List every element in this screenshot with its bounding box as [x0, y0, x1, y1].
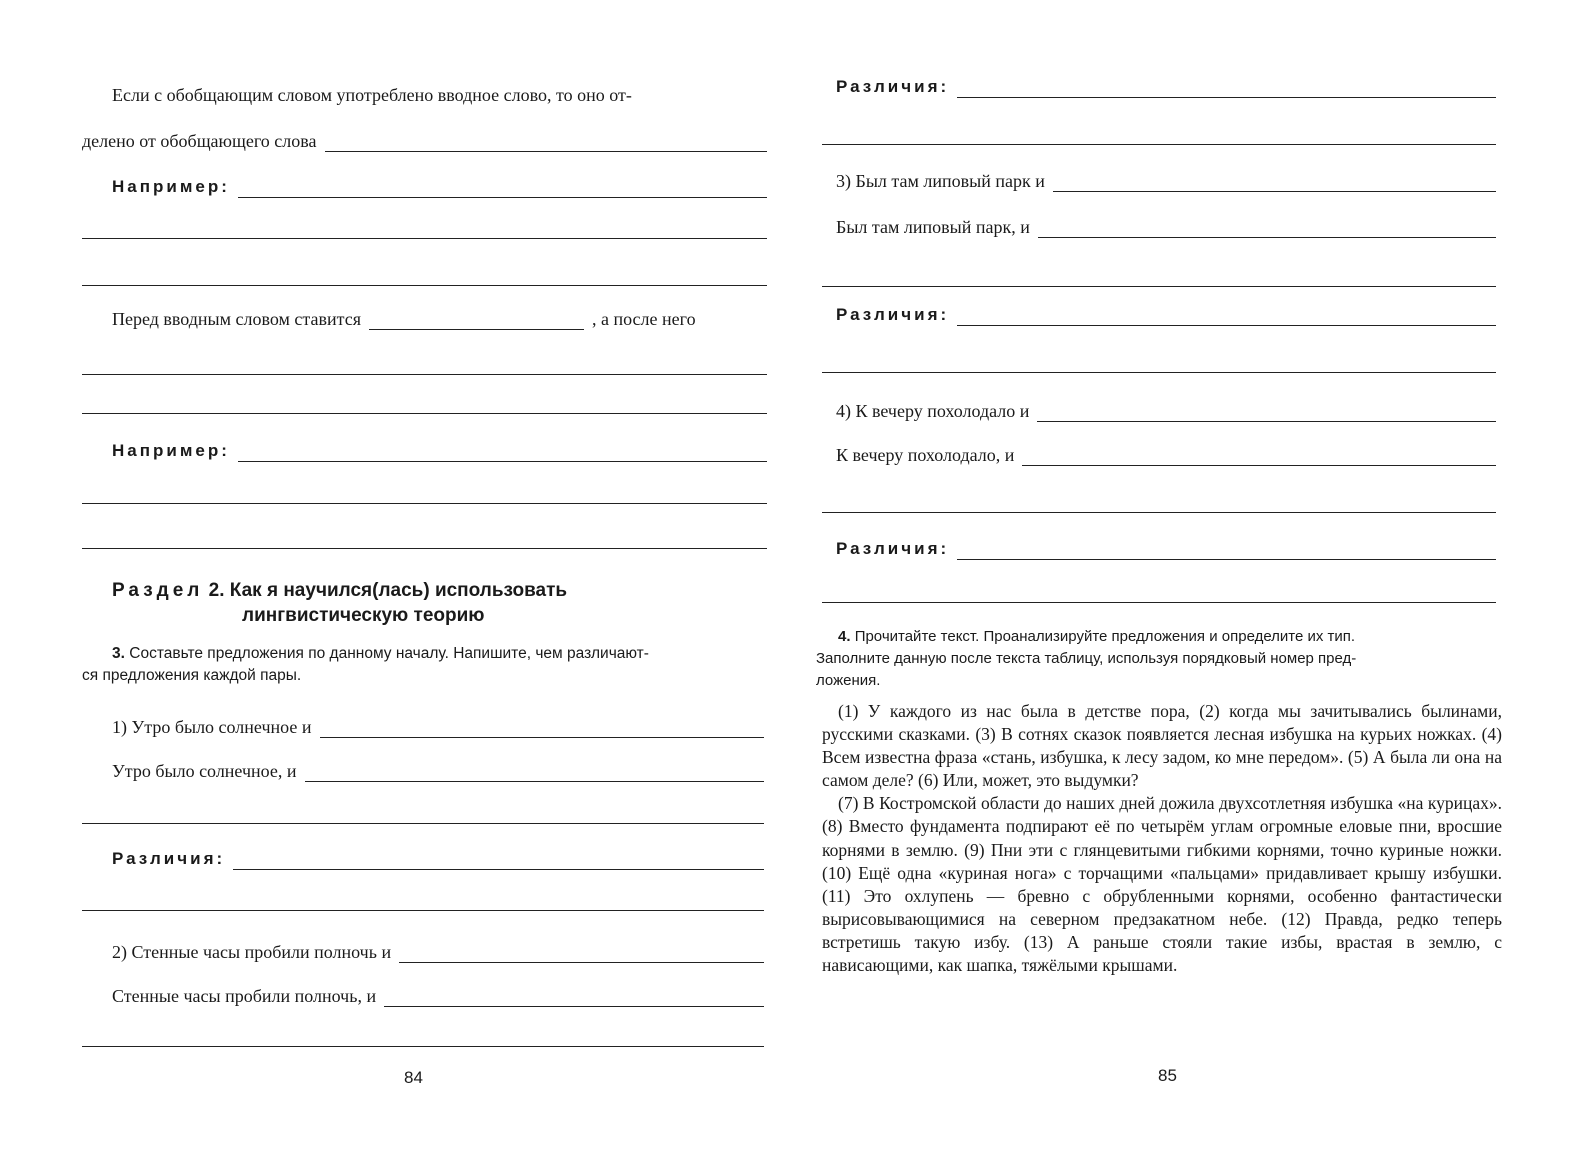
task-4-text-1: Прочитайте текст. Проанализируйте предложения и определите их тип.	[854, 628, 1356, 645]
right-page	[792, 0, 1584, 1166]
answer-line[interactable]	[82, 503, 767, 504]
difference-row-4	[836, 538, 1496, 560]
difference-row-1	[112, 848, 764, 870]
task-3-number: 3.	[112, 645, 125, 662]
pair2-a-row	[112, 941, 764, 963]
answer-line[interactable]	[822, 144, 1496, 145]
task-3	[82, 643, 772, 687]
answer-blank[interactable]	[1037, 405, 1496, 422]
answer-line[interactable]	[822, 512, 1496, 513]
difference-label: Различия:	[836, 305, 950, 324]
before-intro-row	[112, 308, 767, 330]
example-row-2	[112, 440, 767, 462]
answer-blank[interactable]	[233, 853, 764, 870]
answer-line[interactable]	[82, 413, 767, 414]
pair4-a-text: 4) К вечеру похолодало и	[836, 401, 1030, 421]
answer-blank[interactable]	[369, 313, 584, 330]
pair1-a-text: 1) Утро было солнечное и	[112, 717, 312, 737]
answer-blank[interactable]	[325, 135, 767, 152]
example-row-1	[112, 176, 767, 198]
before-intro-text: Перед вводным словом ставится	[112, 309, 361, 329]
task-4-text-2: Заполните данную после текста таблицу, используя порядковый номер пред-	[816, 650, 1357, 667]
section-title-line2: лингвистическую теорию	[242, 605, 485, 626]
difference-row-top	[836, 76, 1496, 98]
section-heading	[112, 578, 567, 628]
reading-paragraph-2: (7) В Костромской области до наших дней дожила двухсотлетняя избушка «на курицах». (8) Вместо фундамента подпирают её по четырём углам огромные еловые пни, вросшие корнями в землю. (9) Пни эти с глянцевитыми гибкими корнями, точно куриные ножки. (10) Ещё одна «куриная нога» с торчащими «пальцами» придавливает крышу избушки. (11) Это охлупень — бревно с обрубленными корнями, особенно фантастически вырисовывающимися на северном предзакатном небе. (12) Правда, редко теперь встретишь такую избу. (13) А раньше стояли такие избы, врастая в землю, с нависающими, как шапка, тяжёлыми крышами.	[822, 793, 1502, 976]
pair4-b-text: К вечеру похолодало, и	[836, 445, 1015, 465]
answer-blank[interactable]	[305, 765, 765, 782]
reading-text	[822, 700, 1502, 977]
difference-row-3	[836, 304, 1496, 326]
pair4-a-row	[836, 400, 1496, 422]
pair1-b-row	[112, 760, 764, 782]
task-3-text-1: Составьте предложения по данному началу. Напишите, чем различают-	[129, 645, 649, 662]
answer-blank[interactable]	[1022, 449, 1496, 466]
answer-line[interactable]	[82, 823, 764, 824]
difference-label: Различия:	[836, 77, 950, 96]
pair3-b-row	[836, 216, 1496, 238]
page-number-left: 84	[404, 1068, 423, 1087]
answer-line[interactable]	[82, 910, 764, 911]
example-label: Например:	[112, 441, 230, 460]
pair3-a-text: 3) Был там липовый парк и	[836, 171, 1045, 191]
difference-label: Различия:	[836, 539, 950, 558]
answer-line[interactable]	[822, 286, 1496, 287]
pair1-b-text: Утро было солнечное, и	[112, 761, 297, 781]
answer-line[interactable]	[82, 238, 767, 239]
pair4-b-row	[836, 444, 1496, 466]
reading-paragraph-1: (1) У каждого из нас была в детстве пора, (2) когда мы зачитывались былинами, русскими сказками. (3) В сотнях сказок появляется лесная избушка на курьих ножках. (4) Всем известна фраза «стань, избушка, к лесу задом, ко мне передом». (5) А была ли она на самом деле? (6) Или, может, это выдумки?	[822, 701, 1502, 791]
rule-line-1	[112, 84, 767, 106]
answer-blank[interactable]	[238, 445, 767, 462]
difference-label: Различия:	[112, 849, 226, 868]
task-3-text-2: ся предложения каждой пары.	[82, 667, 302, 684]
answer-blank[interactable]	[1038, 221, 1496, 238]
pair2-b-text: Стенные часы пробили полночь, и	[112, 986, 377, 1006]
task-4-text-3: ложения.	[816, 672, 881, 689]
answer-line[interactable]	[82, 548, 767, 549]
answer-blank[interactable]	[399, 946, 764, 963]
section-title-line1: 2. Как я научился(лась) использовать	[208, 580, 568, 601]
answer-line[interactable]	[82, 374, 767, 375]
answer-blank[interactable]	[957, 543, 1496, 560]
answer-blank[interactable]	[238, 181, 767, 198]
example-label: Например:	[112, 177, 230, 196]
answer-blank[interactable]	[957, 309, 1496, 326]
pair1-a-row	[112, 716, 764, 738]
answer-blank[interactable]	[320, 721, 765, 738]
pair2-b-row	[112, 985, 764, 1007]
section-word: Раздел	[112, 580, 204, 601]
pair3-a-row	[836, 170, 1496, 192]
answer-line[interactable]	[822, 372, 1496, 373]
pair3-b-text: Был там липовый парк, и	[836, 217, 1030, 237]
answer-line[interactable]	[82, 1046, 764, 1047]
answer-line[interactable]	[82, 285, 767, 286]
answer-line[interactable]	[822, 602, 1496, 603]
task-4-number: 4.	[838, 628, 851, 645]
page-number-right: 85	[1158, 1066, 1177, 1085]
answer-blank[interactable]	[1053, 175, 1496, 192]
rule-text-2: делено от обобщающего слова	[82, 131, 317, 151]
pair2-a-text: 2) Стенные часы пробили полночь и	[112, 942, 392, 962]
answer-blank[interactable]	[957, 81, 1496, 98]
answer-blank[interactable]	[384, 990, 764, 1007]
task-4	[816, 626, 1506, 692]
rule-text-1: Если с обобщающим словом употреблено вводное слово, то оно от-	[112, 85, 632, 105]
after-intro-text: , а после него	[591, 309, 696, 329]
rule-line-2	[82, 130, 767, 152]
